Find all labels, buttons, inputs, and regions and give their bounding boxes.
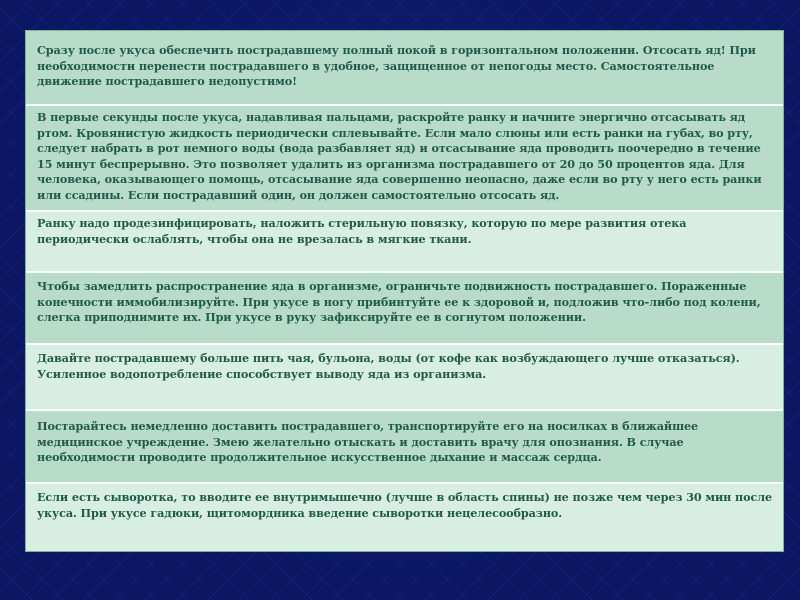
table-row: Ранку надо продезинфицировать, наложить стерильную повязку, которую по мере развития отека периодически ослаблять, чтобы она не врезалась в мягкие ткани. (26, 212, 783, 273)
table-row: Если есть сыворотка, то вводите ее внутримышечно (лучше в область спины) не позже чем через 30 мин после укуса. При укусе гадюки, щитомордника введение сыворотки нецелесообразно. (26, 484, 783, 551)
table-row: В первые секунды после укуса, надавливая пальцами, раскройте ранку и начните энергично отсасывать яд ртом. Кровянистую жидкость периодически сплевывайте. Если мало слюны или есть ранки на губах, во рту, следует набрать в рот немного воды (вода разбавляет яд) и отсасывание яда проводить поочередно в течение 15 минут беспрерывно. Это позволяет удалить из организма пострадавшего от 20 до 50 процентов яда. Для человека, оказывающего помощь, отсасывание яда совершенно неопасно, даже если во рту у него есть ранки или ссадины. Если пострадавший один, он должен самостоятельно отсосать яд. (26, 106, 783, 212)
table-row: Сразу после укуса обеспечить пострадавшему полный покой в горизонтальном положении. Отсосать яд! При необходимости перенести пострадавшего в удобное, защищенное от непогоды место. Самостоятельное движение пострадавшего недопустимо! (26, 31, 783, 106)
table-row: Давайте пострадавшему больше пить чая, бульона, воды (от кофе как возбуждающего лучше отказаться). Усиленное водопотребление способствует выводу яда из организма. (26, 345, 783, 411)
first-aid-table (25, 30, 784, 552)
table-row: Постарайтесь немедленно доставить пострадавшего, транспортируйте его на носилках в ближайшее медицинское учреждение. Змею желательно отыскать и доставить врачу для опознания. В случае необходимости проводите продолжительное искусственное дыхание и массаж сердца. (26, 411, 783, 484)
table-row: Чтобы замедлить распространение яда в организме, ограничьте подвижность пострадавшего. Пораженные конечности иммобилизируйте. При укусе в ногу прибинтуйте ее к здоровой и, подложив что-либо под колени, слегка приподнимите их. При укусе в руку зафиксируйте ее в согнутом положении. (26, 273, 783, 345)
